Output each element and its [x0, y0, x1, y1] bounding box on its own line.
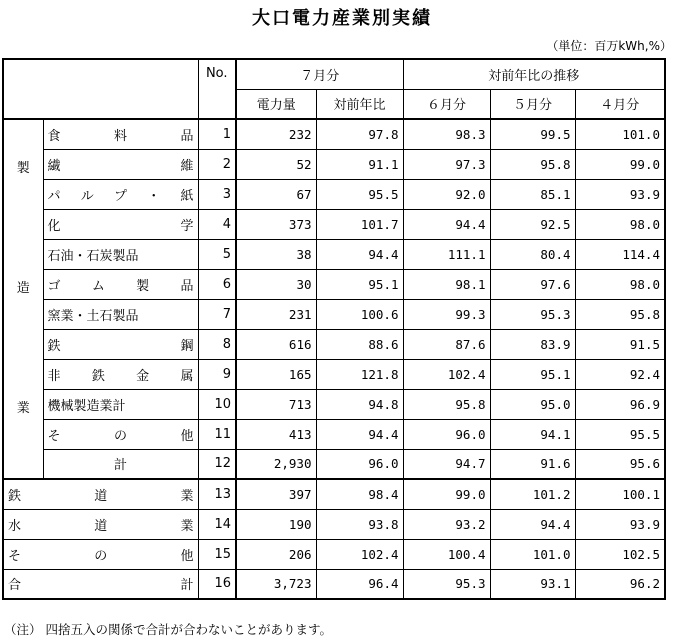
table-row: [3, 239, 665, 269]
yoy-cell: 121.8: [316, 359, 403, 389]
table-row: [3, 509, 665, 539]
june-cell: 98.1: [403, 269, 490, 299]
industry-label: 化 学: [43, 209, 198, 239]
table-row: [3, 209, 665, 239]
april-cell: 101.0: [575, 119, 665, 149]
april-cell: 100.1: [575, 479, 665, 509]
may-cell: 93.1: [490, 569, 575, 599]
may-cell: 97.6: [490, 269, 575, 299]
yoy-cell: 101.7: [316, 209, 403, 239]
may-cell: 94.1: [490, 419, 575, 449]
june-cell: 98.3: [403, 119, 490, 149]
yoy-cell: 102.4: [316, 539, 403, 569]
may-cell: 92.5: [490, 209, 575, 239]
april-cell: 95.5: [575, 419, 665, 449]
may-cell: 94.4: [490, 509, 575, 539]
power-cell: 52: [236, 149, 316, 179]
row-no: 3: [198, 179, 236, 209]
row-no: 4: [198, 209, 236, 239]
april-cell: 93.9: [575, 179, 665, 209]
power-cell: 373: [236, 209, 316, 239]
table-row: [3, 389, 665, 419]
april-cell: 91.5: [575, 329, 665, 359]
power-cell: 3,723: [236, 569, 316, 599]
table-row: [3, 479, 665, 509]
subtotal-label: 計: [43, 449, 198, 479]
june-cell: 96.0: [403, 419, 490, 449]
header-yoy: 対前年比: [316, 89, 403, 119]
table-row: [3, 119, 665, 149]
power-cell: 2,930: [236, 449, 316, 479]
april-cell: 95.6: [575, 449, 665, 479]
header-april: ４月分: [575, 89, 665, 119]
may-cell: 91.6: [490, 449, 575, 479]
row-no: 2: [198, 149, 236, 179]
power-table: [2, 58, 666, 600]
power-cell: 165: [236, 359, 316, 389]
row-no: 7: [198, 299, 236, 329]
industry-label: 合 計: [3, 569, 198, 599]
yoy-cell: 95.1: [316, 269, 403, 299]
header-july: ７月分: [236, 59, 403, 89]
group-char: 造: [16, 281, 30, 296]
april-cell: 98.0: [575, 269, 665, 299]
footnote: （注） 四捨五入の関係で合計が合わないことがあります。: [4, 622, 332, 637]
april-cell: 99.0: [575, 149, 665, 179]
table-row: [3, 329, 665, 359]
group-char: 業: [16, 401, 30, 416]
row-no: 14: [198, 509, 236, 539]
april-cell: 98.0: [575, 209, 665, 239]
april-cell: 102.5: [575, 539, 665, 569]
row-no: 8: [198, 329, 236, 359]
industry-label: 石油・石炭製品: [43, 239, 198, 269]
june-cell: 99.0: [403, 479, 490, 509]
table-row: [3, 539, 665, 569]
row-no: 16: [198, 569, 236, 599]
may-cell: 101.0: [490, 539, 575, 569]
may-cell: 83.9: [490, 329, 575, 359]
header-power: 電力量: [236, 89, 316, 119]
may-cell: 95.0: [490, 389, 575, 419]
industry-label: 水 道 業: [3, 509, 198, 539]
may-cell: 101.2: [490, 479, 575, 509]
table-row: [3, 449, 665, 479]
yoy-cell: 95.5: [316, 179, 403, 209]
industry-label: そ の 他: [43, 419, 198, 449]
industry-label: 窯業・土石製品: [43, 299, 198, 329]
table-row: [3, 179, 665, 209]
table-row: [3, 299, 665, 329]
may-cell: 95.3: [490, 299, 575, 329]
power-cell: 38: [236, 239, 316, 269]
industry-label: 非 鉄 金 属: [43, 359, 198, 389]
yoy-cell: 100.6: [316, 299, 403, 329]
industry-label: 鉄 鋼: [43, 329, 198, 359]
industry-label: ゴ ム 製 品: [43, 269, 198, 299]
header-may: ５月分: [490, 89, 575, 119]
april-cell: 96.9: [575, 389, 665, 419]
group-label-manufacturing: [3, 119, 43, 479]
june-cell: 87.6: [403, 329, 490, 359]
yoy-cell: 94.4: [316, 239, 403, 269]
table-row: [3, 149, 665, 179]
yoy-cell: 97.8: [316, 119, 403, 149]
table-row: [3, 569, 665, 599]
row-no: 9: [198, 359, 236, 389]
row-no: 15: [198, 539, 236, 569]
unit-label: （単位：百万kWh,%）: [546, 39, 672, 53]
table-row: [3, 269, 665, 299]
yoy-cell: 96.4: [316, 569, 403, 599]
april-cell: 95.8: [575, 299, 665, 329]
yoy-cell: 96.0: [316, 449, 403, 479]
may-cell: 85.1: [490, 179, 575, 209]
industry-label: パ ル プ ・ 紙: [43, 179, 198, 209]
row-no: 1: [198, 119, 236, 149]
power-cell: 413: [236, 419, 316, 449]
june-cell: 97.3: [403, 149, 490, 179]
power-cell: 231: [236, 299, 316, 329]
industry-label: 繊 維: [43, 149, 198, 179]
header-yoy-trend: 対前年比の推移: [403, 59, 665, 89]
power-cell: 67: [236, 179, 316, 209]
june-cell: 94.4: [403, 209, 490, 239]
power-cell: 397: [236, 479, 316, 509]
power-cell: 713: [236, 389, 316, 419]
april-cell: 92.4: [575, 359, 665, 389]
row-no: 6: [198, 269, 236, 299]
table-row: [3, 359, 665, 389]
row-no: 12: [198, 449, 236, 479]
may-cell: 80.4: [490, 239, 575, 269]
june-cell: 111.1: [403, 239, 490, 269]
power-cell: 30: [236, 269, 316, 299]
yoy-cell: 98.4: [316, 479, 403, 509]
row-no: 10: [198, 389, 236, 419]
yoy-cell: 91.1: [316, 149, 403, 179]
may-cell: 95.8: [490, 149, 575, 179]
april-cell: 96.2: [575, 569, 665, 599]
june-cell: 95.3: [403, 569, 490, 599]
yoy-cell: 88.6: [316, 329, 403, 359]
june-cell: 99.3: [403, 299, 490, 329]
header-row-1: [3, 59, 665, 89]
june-cell: 95.8: [403, 389, 490, 419]
yoy-cell: 93.8: [316, 509, 403, 539]
row-no: 13: [198, 479, 236, 509]
row-no: 5: [198, 239, 236, 269]
april-cell: 114.4: [575, 239, 665, 269]
yoy-cell: 94.8: [316, 389, 403, 419]
power-cell: 206: [236, 539, 316, 569]
row-no: 11: [198, 419, 236, 449]
yoy-cell: 94.4: [316, 419, 403, 449]
industry-label: 食 料 品: [43, 119, 198, 149]
header-no: No.: [198, 59, 236, 119]
power-cell: 616: [236, 329, 316, 359]
may-cell: 99.5: [490, 119, 575, 149]
table-row: [3, 419, 665, 449]
group-char: 製: [16, 161, 30, 176]
power-cell: 190: [236, 509, 316, 539]
industry-label: 鉄 道 業: [3, 479, 198, 509]
header-june: ６月分: [403, 89, 490, 119]
may-cell: 95.1: [490, 359, 575, 389]
industry-label: そ の 他: [3, 539, 198, 569]
june-cell: 102.4: [403, 359, 490, 389]
june-cell: 94.7: [403, 449, 490, 479]
industry-label: 機械製造業計: [43, 389, 198, 419]
june-cell: 93.2: [403, 509, 490, 539]
power-cell: 232: [236, 119, 316, 149]
header-blank: [3, 59, 198, 119]
april-cell: 93.9: [575, 509, 665, 539]
june-cell: 100.4: [403, 539, 490, 569]
june-cell: 92.0: [403, 179, 490, 209]
page-title: 大口電力産業別実績: [252, 8, 432, 29]
